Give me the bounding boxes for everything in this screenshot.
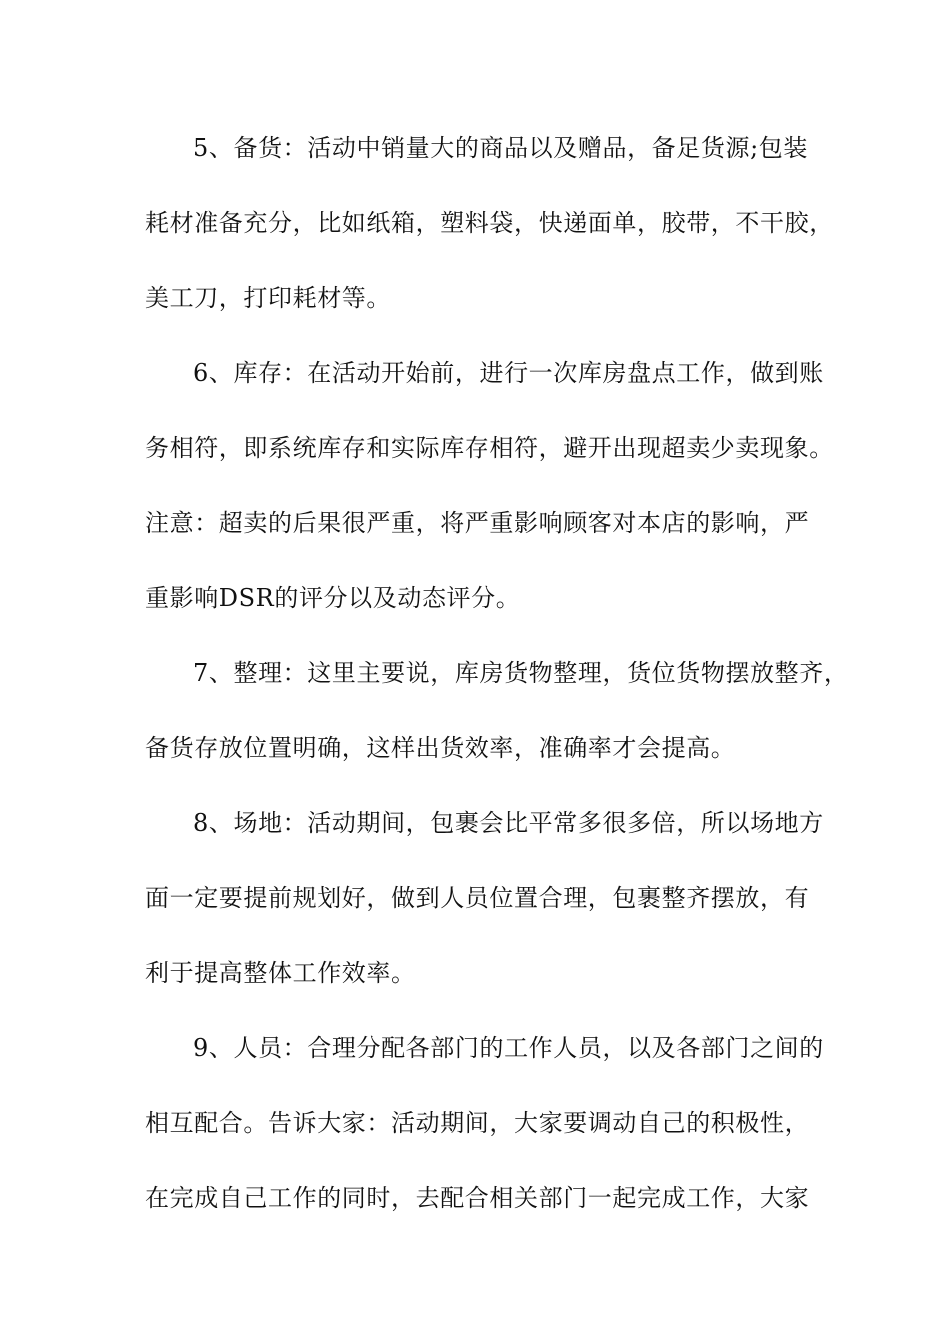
paragraph-6-line-2: 务相符，即系统库存和实际库存相符，避开出现超卖少卖现象。: [145, 434, 834, 462]
paragraph-9-line-2: 相互配合。告诉大家：活动期间，大家要调动自己的积极性，: [145, 1109, 810, 1137]
paragraph-9-line-1: 9、人员：合理分配各部门的工作人员，以及各部门之间的: [193, 1034, 824, 1062]
paragraph-6-line-1: 6、库存：在活动开始前，进行一次库房盘点工作，做到账: [193, 359, 824, 387]
paragraph-7-line-2: 备货存放位置明确，这样出货效率，准确率才会提高。: [145, 734, 736, 762]
paragraph-8-line-3: 利于提高整体工作效率。: [145, 959, 416, 987]
paragraph-5-line-2: 耗材准备充分，比如纸箱，塑料袋，快递面单，胶带，不干胶，: [145, 209, 834, 237]
paragraph-7-line-1: 7、整理：这里主要说，库房货物整理，货位货物摆放整齐，: [193, 659, 849, 687]
paragraph-8-line-1: 8、场地：活动期间，包裹会比平常多很多倍，所以场地方: [193, 809, 824, 837]
paragraph-9-line-3: 在完成自己工作的同时，去配合相关部门一起完成工作，大家: [145, 1184, 810, 1212]
paragraph-6-line-4: 重影响DSR的评分以及动态评分。: [145, 584, 521, 612]
paragraph-5-line-1: 5、备货：活动中销量大的商品以及赠品，备足货源;包装: [193, 134, 808, 162]
paragraph-8-line-2: 面一定要提前规划好，做到人员位置合理，包裹整齐摆放，有: [145, 884, 810, 912]
paragraph-5-line-3: 美工刀，打印耗材等。: [145, 284, 391, 312]
paragraph-6-line-3: 注意：超卖的后果很严重，将严重影响顾客对本店的影响，严: [145, 509, 810, 537]
